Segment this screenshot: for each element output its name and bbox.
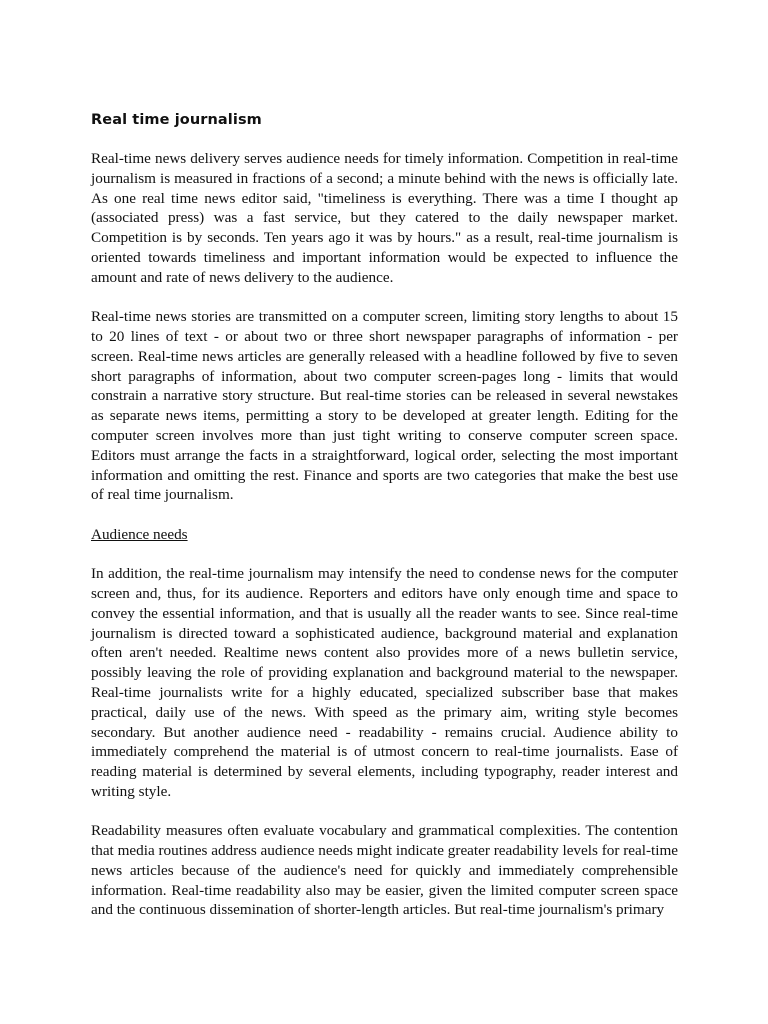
page-title: Real time journalism [91, 112, 262, 128]
document-content [91, 111, 678, 940]
paragraph-screen-limits: Real-time news stories are transmitted on a computer screen, limiting story lengths to about 15 to 20 lines of text - or about two or three short newspaper paragraphs of information - per screen. Real-time news articles are generally released with a headline followed by five to seven short paragraphs of information, about two computer screen-pages long - limits that would constrain a narrative story structure. But real-time stories can be released in several newstakes as separate news items, permitting a story to be developed at greater length. Editing for the computer screen involves more than just tight writing to conserve computer screen space. Editors must arrange the facts in a straightforward, logical order, selecting the most important information and omitting the rest. Finance and sports are two categories that make the best use of real time journalism. [91, 308, 678, 504]
section-heading-audience-needs: Audience needs [91, 525, 188, 543]
paragraph-readability: Readability measures often evaluate vocabulary and grammatical complexities. The contention that media routines address audience needs might indicate greater readability levels for real-time news articles because of the audience's need for quickly and immediately comprehensible information. Real-time readability also may be easier, given the limited computer screen space and the continuous dissemination of shorter-length articles. But real-time journalism's primary [91, 822, 679, 919]
paragraph-condense-news: In addition, the real-time journalism may intensify the need to condense news for the computer screen and, thus, for its audience. Reporters and editors have only enough time and space to convey the essential information, and that is usually all the reader wants to see. Since real-time journalism is directed toward a sophisticated audience, background material and explanation often aren't needed. Realtime news content also provides more of a news bulletin service, possibly leaving the role of providing explanation and background material to the newspaper. Real-time journalists write for a highly educated, specialized subscriber base that makes practical, daily use of the news. With speed as the primary aim, writing style becomes secondary. But another audience need - readability - remains crucial. Audience ability to immediately comprehend the material is of utmost concern to real-time journalists. Ease of reading material is determined by several elements, including typography, reader interest and writing style. [91, 565, 678, 800]
paragraph-timeliness: Real-time news delivery serves audience needs for timely information. Competition in real-time journalism is measured in fractions of a second; a minute behind with the news is officially late. As one real time news editor said, "timeliness is everything. There was a time I thought ap (associated press) was a fast service, but they catered to the daily newspaper market. Competition is by seconds. Ten years ago it was by hours." as a result, real-time journalism is oriented towards timeliness and important information would be expected to influence the amount and rate of news delivery to the audience. [91, 150, 678, 286]
